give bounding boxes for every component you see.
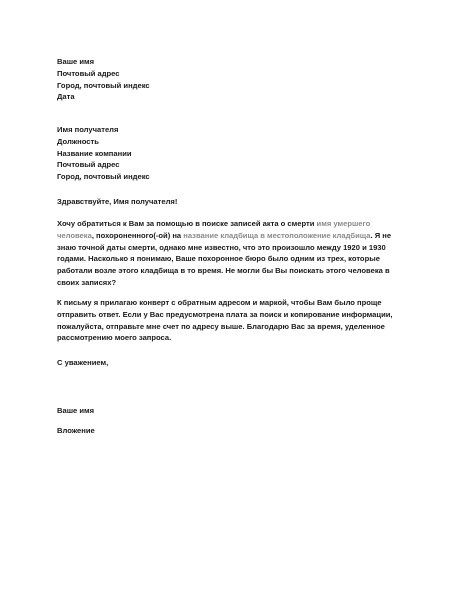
paragraph-text: Хочу обратиться к Вам за помощью в поиске записей акта о смерти <box>57 219 317 228</box>
paragraph-line: отправить ответ. Если у Вас предусмотрена плата за поиск и копирование информации, <box>57 309 393 319</box>
sender-city: Город, почтовый индекс <box>57 80 150 90</box>
letter-date: Дата <box>57 92 75 102</box>
recipient-company: Название компании <box>57 148 132 158</box>
paragraph-enclosure-note <box>57 297 407 344</box>
sender-address: Почтовый адрес <box>57 68 120 78</box>
recipient-title: Должность <box>57 136 99 146</box>
recipient-address: Почтовый адрес <box>57 160 120 170</box>
paragraph-request <box>57 218 407 289</box>
signature-name: Ваше имя <box>57 406 95 415</box>
paragraph-line <box>57 230 407 242</box>
paragraph-line: работали возле этого кладбища в то время. Не могли бы Вы поискать этого человека в <box>57 266 390 276</box>
paragraph-text: . Я не <box>370 230 392 240</box>
sender-block <box>57 56 407 103</box>
placeholder-deceased-name: имя умершего <box>316 219 371 228</box>
recipient-name: Имя получателя <box>57 125 119 134</box>
recipient-block <box>57 124 407 183</box>
recipient-city: Город, почтовый индекс <box>57 172 150 182</box>
enclosure-label: Вложение <box>57 426 95 435</box>
placeholder-cemetery: название кладбища в местоположение кладбища <box>183 230 371 240</box>
greeting: Здравствуйте, Имя получателя! <box>57 197 178 206</box>
paragraph-line: годами. Насколько я понимаю, Ваше похоронное бюро было одним из трех, которые <box>57 254 380 264</box>
placeholder-deceased-name-cont: человека <box>57 230 92 240</box>
paragraph-line: К письму я прилагаю конверт с обратным адресом и маркой, чтобы Вам было проще <box>57 298 382 307</box>
paragraph-line: знаю точной даты смерти, однако мне известно, что это произошло между 1920 и 1930 <box>57 242 386 252</box>
paragraph-line <box>57 218 407 230</box>
paragraph-text: , похороненного(-ой) на <box>91 230 184 240</box>
paragraph-line: своих записях? <box>57 277 117 287</box>
sender-name: Ваше имя <box>57 57 95 66</box>
paragraph-line: рассмотрению моего запроса. <box>57 333 172 343</box>
closing: С уважением, <box>57 358 109 367</box>
paragraph-line: пожалуйста, отправьте мне счет по адресу выше. Благодарю Вас за время, уделенное <box>57 321 385 331</box>
